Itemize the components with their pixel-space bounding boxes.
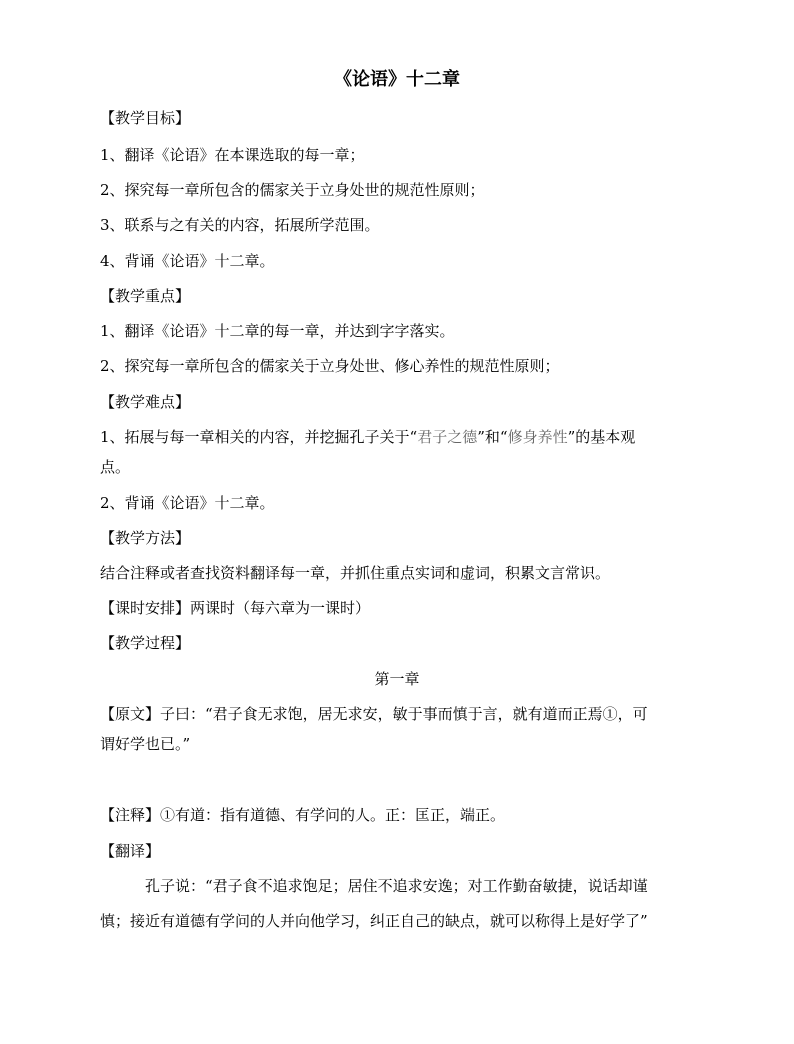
difficulty-item-2: 2、背诵《论语》十二章。 — [100, 494, 275, 512]
methods-heading: 【教学方法】 — [100, 529, 191, 547]
translation-text-1: 孔子说：“君子食不追求饱足；居住不追求安逸；对工作勤奋敏捷，说话却谨 — [145, 877, 648, 895]
difficulty-text-a: 1、拓展与每一章相关的内容，并挖掘孔子关于“ — [100, 428, 418, 446]
goal-item-2: 2、探究每一章所包含的儒家关于立身处世的规范性原则； — [100, 181, 485, 199]
difficulty-quote-1: 君子之德 — [417, 428, 478, 446]
process-heading: 【教学过程】 — [100, 634, 191, 652]
goal-item-3: 3、联系与之有关的内容，拓展所学范围。 — [100, 216, 380, 234]
methods-text: 结合注释或者查找资料翻译每一章，并抓住重点实词和虚词，积累文言常识。 — [100, 564, 611, 582]
difficulty-item-1-continued: 点。 — [100, 458, 131, 476]
key-point-item-2: 2、探究每一章所包含的儒家关于立身处世、修心养性的规范性原则； — [100, 357, 560, 375]
difficulty-quote-2: 修身养性 — [507, 428, 568, 446]
difficulties-heading: 【教学难点】 — [100, 393, 191, 411]
note-label: 【注释】 — [100, 806, 161, 824]
key-points-heading: 【教学重点】 — [100, 287, 191, 305]
key-point-item-1: 1、翻译《论语》十二章的每一章，并达到字字落实。 — [100, 322, 455, 340]
chapter-title: 第一章 — [374, 670, 420, 688]
goal-item-4: 4、背诵《论语》十二章。 — [100, 252, 275, 270]
original-text-line-2: 谓好学也已。” — [100, 735, 191, 753]
goals-heading: 【教学目标】 — [100, 109, 191, 127]
translation-heading: 【翻译】 — [100, 842, 161, 860]
translation-line-1 — [100, 876, 648, 896]
schedule-text: 两课时（每六章为一课时） — [190, 599, 371, 617]
goal-item-1: 1、翻译《论语》在本课选取的每一章； — [100, 146, 365, 164]
difficulty-text-e: ”的基本观 — [567, 428, 636, 446]
difficulty-item-1 — [100, 427, 635, 447]
original-text: 子曰：“君子食无求饱，居无求安，敏于事而慎于言，就有道而正焉①，可 — [160, 705, 648, 723]
translation-line-2: 慎；接近有道德有学问的人并向他学习，纠正自己的缺点，就可以称得上是好学了” — [100, 912, 648, 930]
difficulty-text-c: ”和“ — [477, 428, 508, 446]
schedule-heading: 【课时安排】 — [100, 599, 191, 617]
note-line — [100, 805, 505, 825]
schedule-line — [100, 598, 370, 618]
page-title: 《论语》十二章 — [334, 69, 460, 90]
original-label: 【原文】 — [100, 705, 161, 723]
note-text: ①有道：指有道德、有学问的人。正：匡正，端正。 — [160, 806, 506, 824]
original-text-line-1 — [100, 704, 648, 724]
